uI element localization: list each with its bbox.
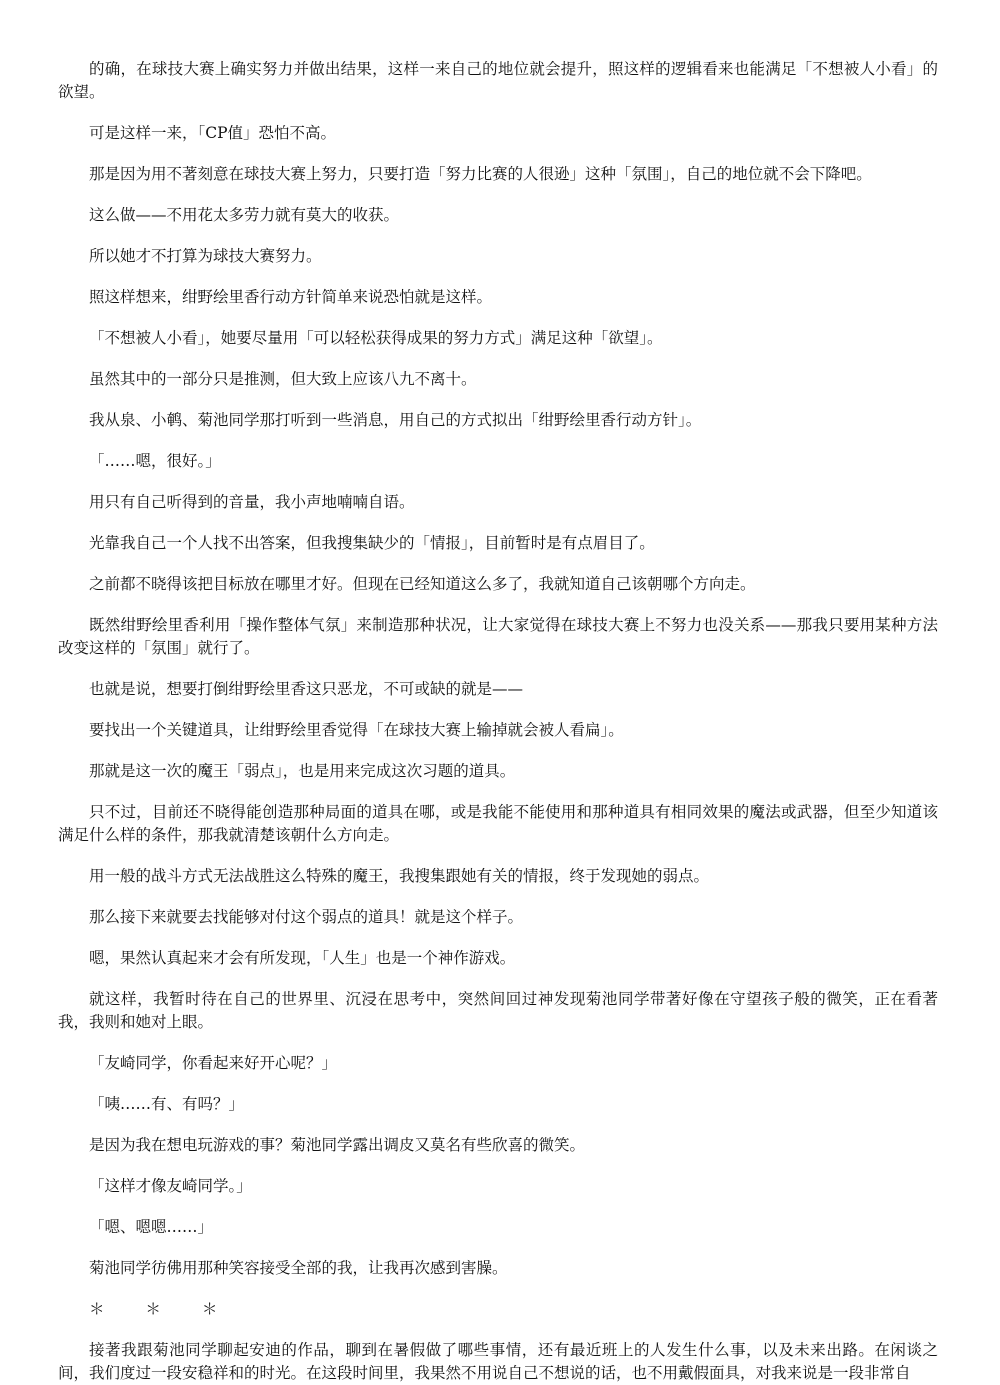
paragraph-8: 虽然其中的一部分只是推测，但大致上应该八九不离十。 — [89, 370, 477, 388]
paragraph-6: 照这样想来，绀野绘里香行动方针简单来说恐怕就是这样。 — [89, 288, 493, 306]
paragraph-23: 「友崎同学，你看起来好开心呢？」 — [89, 1054, 338, 1072]
paragraph-26: 「这样才像友崎同学。」 — [89, 1177, 252, 1195]
paragraph-12: 光靠我自己一个人找不出答案，但我搜集缺少的「情报」，目前暂时是有点眉目了。 — [89, 534, 655, 552]
paragraph-10: 「……嗯，很好。」 — [89, 452, 221, 470]
paragraph-18: 只不过，目前还不晓得能创造那种局面的道具在哪，或是我能不能使用和那种道具有相同效果的魔法或武器，但至少知道该满足什么样的条件，那我就清楚该朝什么方向走。 — [58, 803, 938, 844]
paragraph-14: 既然绀野绘里香利用「操作整体气氛」来制造那种状况，让大家觉得在球技大赛上不努力也没关系——那我只要用某种方法改变这样的「氛围」就行了。 — [58, 616, 938, 657]
paragraph-20: 那么接下来就要去找能够对付这个弱点的道具！就是这个样子。 — [89, 908, 524, 926]
paragraph-5: 所以她才不打算为球技大赛努力。 — [89, 247, 322, 265]
paragraph-9: 我从泉、小鹌、菊池同学那打听到一些消息，用自己的方式拟出「绀野绘里香行动方针」。 — [89, 411, 702, 429]
closing-paragraph: 接著我跟菊池同学聊起安迪的作品，聊到在暑假做了哪些事情，还有最近班上的人发生什么事，以及未来出路。在闲谈之间，我们度过一段安稳祥和的时光。在这段时间里，我果然不用说自己不想说的话，也不用戴假面具，对我来说是一段非常自 — [58, 1341, 938, 1382]
paragraph-11: 用只有自己听得到的音量，我小声地喃喃自语。 — [89, 493, 415, 511]
paragraph-25: 是因为我在想电玩游戏的事？菊池同学露出调皮又莫名有些欣喜的微笑。 — [89, 1136, 586, 1154]
paragraph-17: 那就是这一次的魔王「弱点」，也是用来完成这次习题的道具。 — [89, 762, 516, 780]
paragraph-21: 嗯，果然认真起来才会有所发现，「人生」也是一个神作游戏。 — [89, 949, 516, 967]
paragraph-13: 之前都不晓得该把目标放在哪里才好。但现在已经知道这么多了，我就知道自己该朝哪个方向走。 — [89, 575, 756, 593]
paragraph-1: 的确，在球技大赛上确实努力并做出结果，这样一来自己的地位就会提升，照这样的逻辑看来也能满足「不想被人小看」的欲望。 — [58, 60, 938, 101]
paragraph-2: 可是这样一来，「CP值」恐怕不高。 — [89, 124, 337, 142]
paragraph-19: 用一般的战斗方式无法战胜这么特殊的魔王，我搜集跟她有关的情报，终于发现她的弱点。 — [89, 867, 710, 885]
body-text — [58, 58, 938, 1385]
paragraph-24: 「咦……有、有吗？」 — [89, 1095, 245, 1113]
paragraph-7: 「不想被人小看」，她要尽量用「可以轻松获得成果的努力方式」满足这种「欲望」。 — [89, 329, 663, 347]
paragraph-16: 要找出一个关键道具，让绀野绘里香觉得「在球技大赛上输掉就会被人看扁」。 — [89, 721, 624, 739]
scene-break: ＊ ＊ ＊ — [89, 1300, 236, 1318]
paragraph-3: 那是因为用不著刻意在球技大赛上努力，只要打造「努力比赛的人很逊」这种「氛围」，自己的地位就不会下降吧。 — [89, 165, 872, 183]
paragraph-27: 「嗯、嗯嗯……」 — [89, 1218, 214, 1236]
paragraph-4: 这么做——不用花太多劳力就有莫大的收获。 — [89, 206, 400, 224]
paragraph-22: 就这样，我暂时待在自己的世界里、沉浸在思考中，突然间回过神发现菊池同学带著好像在守望孩子般的微笑，正在看著我，我则和她对上眼。 — [58, 990, 938, 1031]
paragraph-15: 也就是说，想要打倒绀野绘里香这只恶龙，不可或缺的就是—— — [89, 680, 524, 698]
paragraph-28: 菊池同学彷佛用那种笑容接受全部的我，让我再次感到害臊。 — [89, 1259, 508, 1277]
